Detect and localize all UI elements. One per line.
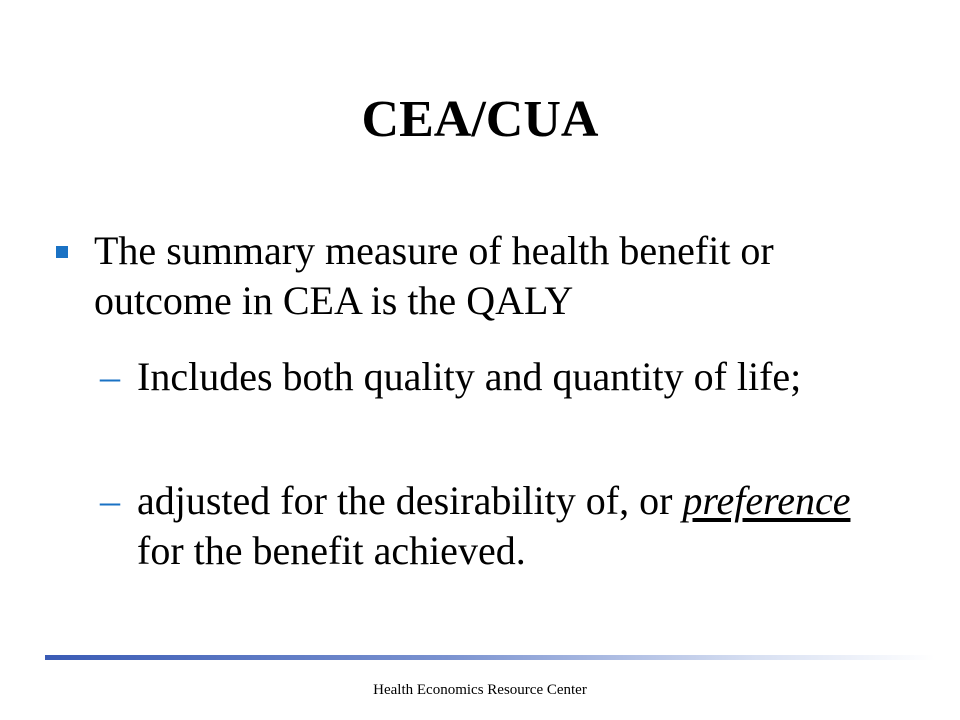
sub-bullet-text-suffix: for the benefit achieved.	[137, 528, 526, 573]
square-bullet-icon	[56, 246, 68, 258]
footer-divider	[45, 655, 935, 660]
sub-bullet-text: Includes both quality and quantity of life;	[137, 354, 802, 399]
dash-bullet-icon: –	[100, 478, 120, 523]
sub-bullet-text	[137, 476, 897, 576]
footer-text: Health Economics Resource Center	[373, 682, 587, 698]
emphasized-word: preference	[682, 478, 851, 523]
bullet-text: The summary measure of health benefit or outcome in CEA is the QALY	[94, 228, 774, 323]
slide-title: CEA/CUA	[361, 91, 599, 148]
dash-bullet-icon: –	[100, 354, 120, 399]
sub-bullet-text-prefix: adjusted for the desirability of, or	[137, 478, 683, 523]
